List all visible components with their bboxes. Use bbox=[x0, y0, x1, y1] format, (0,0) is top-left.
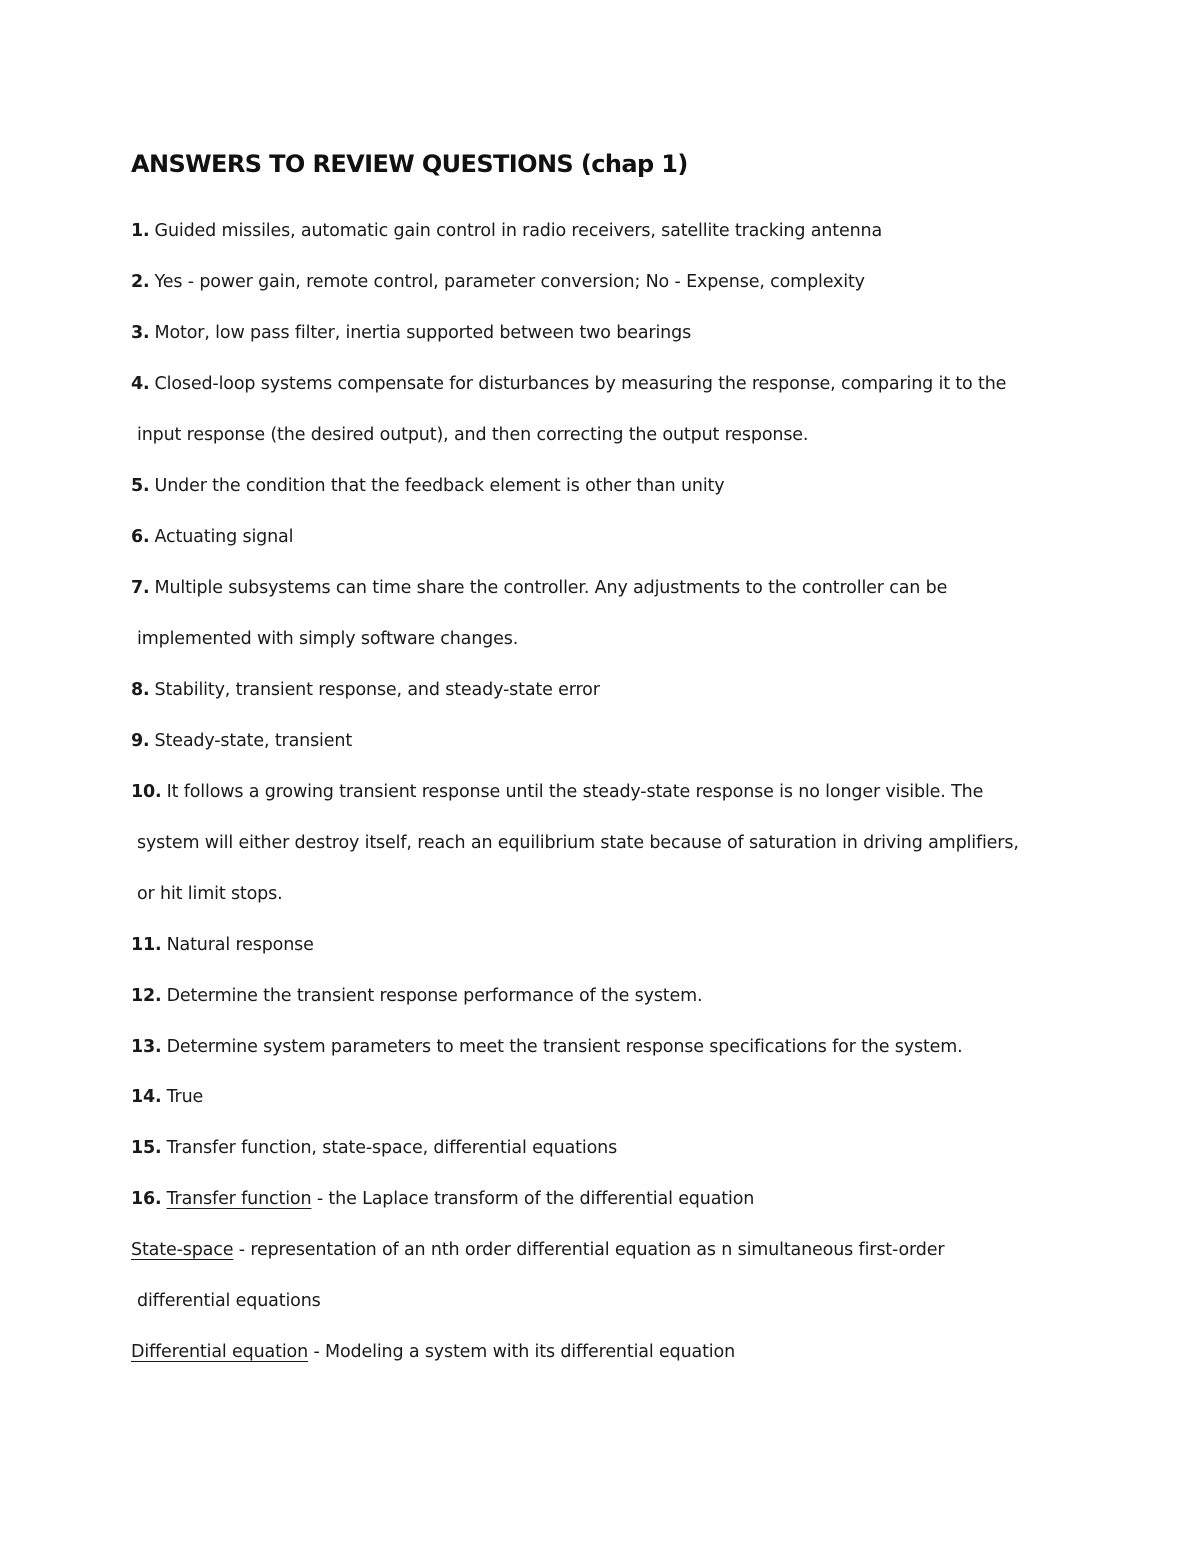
answer-text: Steady-state, transient bbox=[154, 731, 353, 751]
answer-9 bbox=[131, 729, 352, 753]
answer-1 bbox=[131, 219, 882, 243]
answer-7-continuation: implemented with simply software changes. bbox=[137, 629, 519, 649]
defined-term: Differential equation bbox=[131, 1342, 309, 1362]
answer-number: 16. bbox=[131, 1189, 162, 1209]
answer-11 bbox=[131, 933, 314, 957]
answer-number: 11. bbox=[131, 935, 162, 955]
answer-15 bbox=[131, 1136, 617, 1160]
answer-text: Transfer function, state-space, differential equations bbox=[166, 1138, 618, 1158]
answer-number: 14. bbox=[131, 1087, 162, 1107]
definition-differential-equation bbox=[131, 1340, 735, 1364]
answer-text: True bbox=[166, 1087, 204, 1107]
definition-text: - representation of an nth order differential equation as n simultaneous first-order bbox=[233, 1240, 945, 1260]
answer-number: 6. bbox=[131, 527, 150, 547]
answer-10 bbox=[131, 780, 983, 804]
answer-number: 7. bbox=[131, 578, 150, 598]
answer-text: - the Laplace transform of the differential equation bbox=[311, 1189, 755, 1209]
answer-7 bbox=[131, 576, 947, 600]
answer-text: Determine system parameters to meet the transient response specifications for the system. bbox=[166, 1037, 963, 1057]
answer-number: 12. bbox=[131, 986, 162, 1006]
defined-term: State-space bbox=[131, 1240, 234, 1260]
answer-text: Yes - power gain, remote control, parameter conversion; No - Expense, complexity bbox=[154, 272, 865, 292]
answer-12 bbox=[131, 984, 702, 1008]
answer-13 bbox=[131, 1035, 963, 1059]
answer-number: 8. bbox=[131, 680, 150, 700]
answer-text: Natural response bbox=[166, 935, 314, 955]
answer-number: 9. bbox=[131, 731, 150, 751]
answer-text: Stability, transient response, and steady-state error bbox=[154, 680, 600, 700]
answer-text: Determine the transient response performance of the system. bbox=[166, 986, 703, 1006]
answer-14 bbox=[131, 1085, 203, 1109]
answer-4 bbox=[131, 372, 1006, 396]
answer-number: 3. bbox=[131, 323, 150, 343]
answer-10-continuation-2: or hit limit stops. bbox=[137, 884, 283, 904]
answer-number: 13. bbox=[131, 1037, 162, 1057]
answer-text: Actuating signal bbox=[154, 527, 294, 547]
page-title: ANSWERS TO REVIEW QUESTIONS (chap 1) bbox=[131, 150, 688, 178]
definition-state-space bbox=[131, 1238, 944, 1262]
answer-16 bbox=[131, 1187, 754, 1211]
answer-text: Motor, low pass filter, inertia supported between two bearings bbox=[154, 323, 692, 343]
defined-term: Transfer function bbox=[166, 1189, 312, 1209]
answer-text: Closed-loop systems compensate for disturbances by measuring the response, comparing it to the bbox=[154, 374, 1007, 394]
answer-text: Guided missiles, automatic gain control in radio receivers, satellite tracking antenna bbox=[154, 221, 883, 241]
answer-number: 15. bbox=[131, 1138, 162, 1158]
answer-4-continuation: input response (the desired output), and then correcting the output response. bbox=[137, 425, 809, 445]
answer-number: 1. bbox=[131, 221, 150, 241]
answer-5 bbox=[131, 474, 724, 498]
answer-2 bbox=[131, 270, 865, 294]
answer-number: 10. bbox=[131, 782, 162, 802]
definition-state-space-continuation: differential equations bbox=[137, 1291, 321, 1311]
answer-number: 2. bbox=[131, 272, 150, 292]
answer-8 bbox=[131, 678, 600, 702]
answer-6 bbox=[131, 525, 293, 549]
answer-text: Multiple subsystems can time share the controller. Any adjustments to the controller can be bbox=[154, 578, 948, 598]
answer-10-continuation: system will either destroy itself, reach an equilibrium state because of saturation in driving amplifiers, bbox=[137, 833, 1019, 853]
answer-text: It follows a growing transient response until the steady-state response is no longer visible. The bbox=[166, 782, 984, 802]
answer-text: Under the condition that the feedback element is other than unity bbox=[154, 476, 725, 496]
answer-3 bbox=[131, 321, 691, 345]
answer-number: 5. bbox=[131, 476, 150, 496]
definition-text: - Modeling a system with its differential equation bbox=[308, 1342, 736, 1362]
answer-number: 4. bbox=[131, 374, 150, 394]
